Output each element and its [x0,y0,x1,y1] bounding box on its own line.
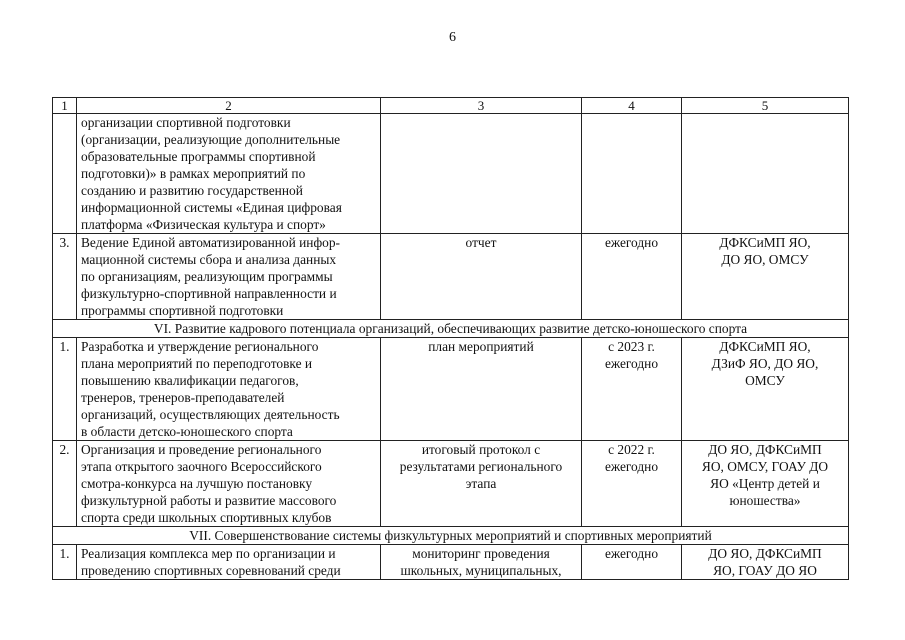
responsible-cell [682,114,849,234]
header-cell: 2 [77,98,381,114]
text-line: платформа «Физическая культура и спорт» [81,217,326,232]
result-cell [381,234,582,320]
section-heading: VI. Развитие кадрового потенциала организаций, обеспечивающих развитие детско-юношеского спорта [53,320,849,338]
text-line: ежегодно [604,356,659,371]
text-line: итоговый протокол с [421,442,541,457]
table-row [53,114,849,234]
text-line: мационной системы сбора и анализа данных [81,252,337,267]
responsible-cell [682,545,849,580]
text-line: организации спортивной подготовки [81,115,291,130]
text-line: проведению спортивных соревнований среди [81,563,341,578]
result-cell [381,338,582,441]
row-number [53,114,77,234]
text-line: ежегодно [604,235,659,250]
text-line: Разработка и утверждение регионального [81,339,319,354]
table-row [53,545,849,580]
text-line: ДО ЯО, ДФКСиМП [708,442,822,457]
header-row [53,98,849,114]
text-line: результатами регионального [399,459,563,474]
row-number: 1. [53,338,77,441]
text-line: повышению квалификации педагогов, [81,373,299,388]
period-cell [582,114,682,234]
text-line: программы спортивной подготовки [81,303,284,318]
period-cell [582,338,682,441]
measure-description [77,234,381,320]
text-line: подготовки)» в рамках мероприятий по [81,166,306,181]
text-line: отчет [465,235,497,250]
text-line: школьных, муниципальных, [400,563,562,578]
measure-description [77,114,381,234]
text-line: ЯО, ГОАУ ДО ЯО [713,563,817,578]
row-number: 2. [53,441,77,527]
text-line: Ведение Единой автоматизированной инфор- [81,235,340,250]
text-line: ДФКСиМП ЯО, [719,235,811,250]
text-line: этапа открытого заочного Всероссийского [81,459,322,474]
header-cell: 1 [53,98,77,114]
text-line: Реализация комплекса мер по организации и [81,546,336,561]
measure-description [77,441,381,527]
header-cell: 5 [682,98,849,114]
text-line: с 2023 г. [608,339,655,354]
text-line: созданию и развитию государственной [81,183,303,198]
text-line: мониторинг проведения [412,546,550,561]
result-cell [381,114,582,234]
text-line: юношества» [729,493,801,508]
text-line: ДЗиФ ЯО, ДО ЯО, [711,356,819,371]
text-line: физкультурно-спортивной направленности и [81,286,337,301]
table-row [53,234,849,320]
period-cell [582,545,682,580]
responsible-cell [682,441,849,527]
text-line: информационной системы «Единая цифровая [81,200,342,215]
responsible-cell [682,338,849,441]
text-line: план мероприятий [428,339,534,354]
header-cell: 3 [381,98,582,114]
measure-description [77,545,381,580]
text-line: ежегодно [604,459,659,474]
text-line: в области детско-юношеского спорта [81,424,293,439]
text-line: тренеров, тренеров-преподавателей [81,390,285,405]
section-heading-row [53,320,849,338]
text-line: Организация и проведение регионального [81,442,322,457]
text-line: ДО ЯО, ДФКСиМП [708,546,822,561]
measure-description [77,338,381,441]
table-row [53,441,849,527]
text-line: ЯО, ОМСУ, ГОАУ ДО [701,459,829,474]
period-cell [582,441,682,527]
text-line: ЯО «Центр детей и [710,476,820,491]
row-number: 1. [53,545,77,580]
text-line: физкультурной работы и развитие массового [81,493,337,508]
header-cell: 4 [582,98,682,114]
text-line: этапа [465,476,497,491]
section-heading: VII. Совершенствование системы физкультурных мероприятий и спортивных мероприятий [53,527,849,545]
text-line: плана мероприятий по переподготовке и [81,356,313,371]
text-line: организаций, осуществляющих деятельность [81,407,340,422]
period-cell [582,234,682,320]
row-number: 3. [53,234,77,320]
result-cell [381,441,582,527]
text-line: ОМСУ [745,373,785,388]
text-line: ДФКСиМП ЯО, [719,339,811,354]
text-line: по организациям, реализующим программы [81,269,333,284]
text-line: с 2022 г. [608,442,655,457]
text-line: ДО ЯО, ОМСУ [721,252,809,267]
text-line: смотра-конкурса на лучшую постановку [81,476,313,491]
result-cell [381,545,582,580]
text-line: спорта среди школьных спортивных клубов [81,510,332,525]
text-line: ежегодно [604,546,659,561]
responsible-cell [682,234,849,320]
text-line: (организации, реализующие дополнительные [81,132,341,147]
section-heading-row [53,527,849,545]
table-row [53,338,849,441]
page-number: 6 [449,30,456,45]
activity-plan-table [52,97,849,580]
text-line: образовательные программы спортивной [81,149,316,164]
